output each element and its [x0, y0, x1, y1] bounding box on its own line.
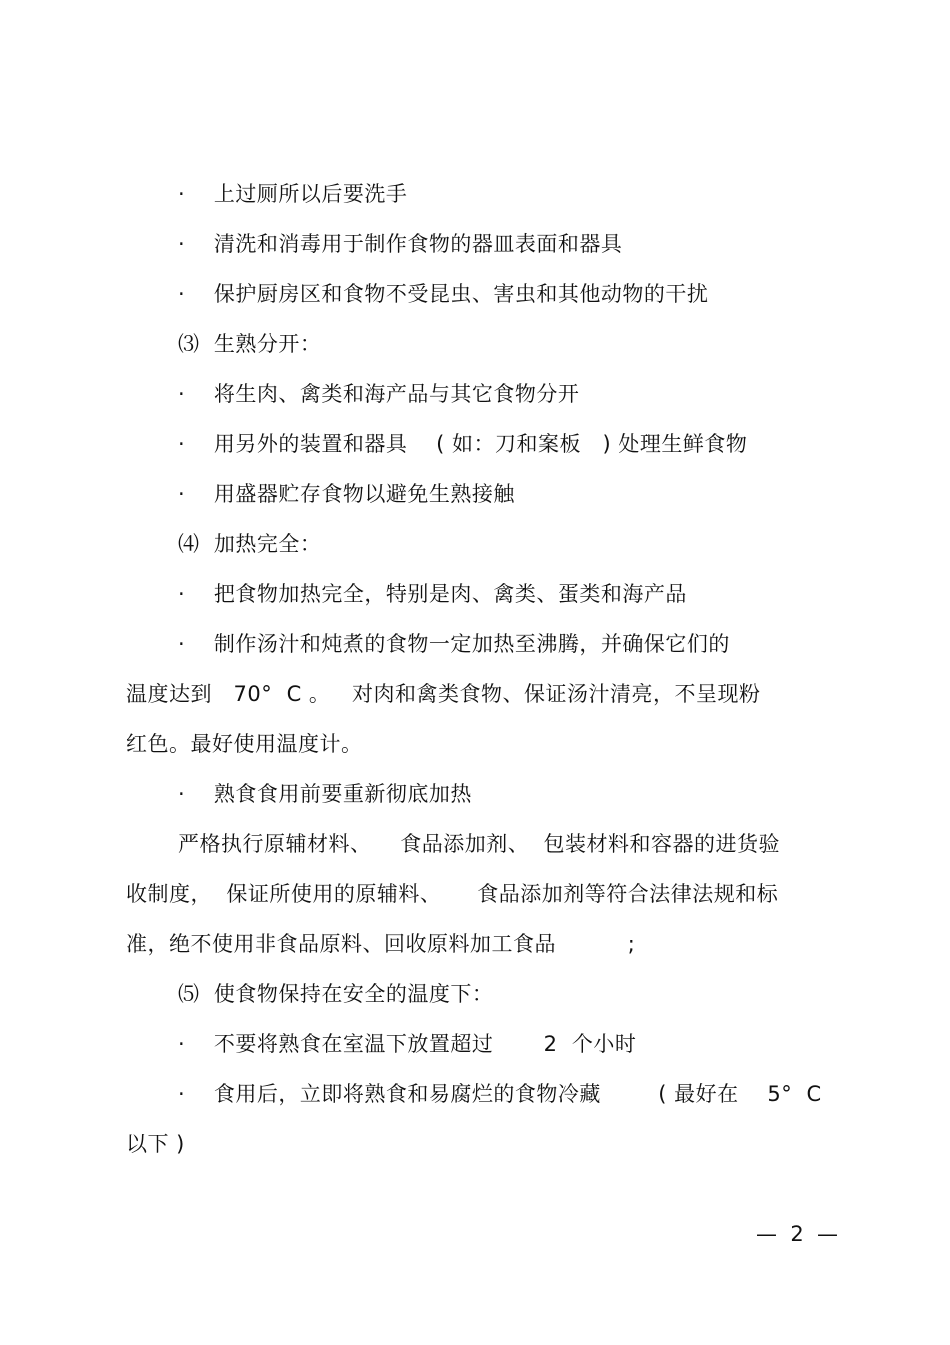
text-line: 以下 )	[126, 1132, 185, 1156]
text-line: · 熟食食用前要重新彻底加热	[178, 782, 472, 806]
text-line: · 上过厕所以后要洗手	[178, 182, 408, 206]
page-number: — 2 —	[756, 1222, 839, 1246]
text-line: ⑸ 使食物保持在安全的温度下：	[178, 982, 494, 1006]
text-line: 红色。最好使用温度计。	[126, 732, 363, 756]
text-line: · 把食物加热完全，特别是肉、禽类、蛋类和海产品	[178, 582, 687, 606]
text-line: · 制作汤汁和炖煮的食物一定加热至沸腾，并确保它们的	[178, 632, 730, 656]
text-line: ⑶ 生熟分开：	[178, 332, 322, 356]
text-line: 严格执行原辅材料、 食品添加剂、 包装材料和容器的进货验	[178, 832, 781, 856]
text-line: 温度达到 70° C 。 对肉和禽类食物、保证汤汁清亮，不呈现粉	[126, 682, 761, 706]
text-line: 准，绝不使用非食品原料、回收原料加工食品 ;	[126, 932, 636, 956]
text-line: · 不要将熟食在室温下放置超过 2 个小时	[178, 1032, 637, 1056]
text-line: · 清洗和消毒用于制作食物的器皿表面和器具	[178, 232, 623, 256]
text-line: · 食用后，立即将熟食和易腐烂的食物冷藏 ( 最好在 5° C	[178, 1082, 822, 1106]
text-line: ⑷ 加热完全：	[178, 532, 322, 556]
text-line: · 将生肉、禽类和海产品与其它食物分开	[178, 382, 580, 406]
text-line: · 用另外的装置和器具 ( 如：刀和案板 ) 处理生鲜食物	[178, 432, 748, 456]
text-line: · 保护厨房区和食物不受昆虫、害虫和其他动物的干扰	[178, 282, 709, 306]
text-line: · 用盛器贮存食物以避免生熟接触	[178, 482, 515, 506]
text-line: 收制度， 保证所使用的原辅料、 食品添加剂等符合法律法规和标	[126, 882, 779, 906]
